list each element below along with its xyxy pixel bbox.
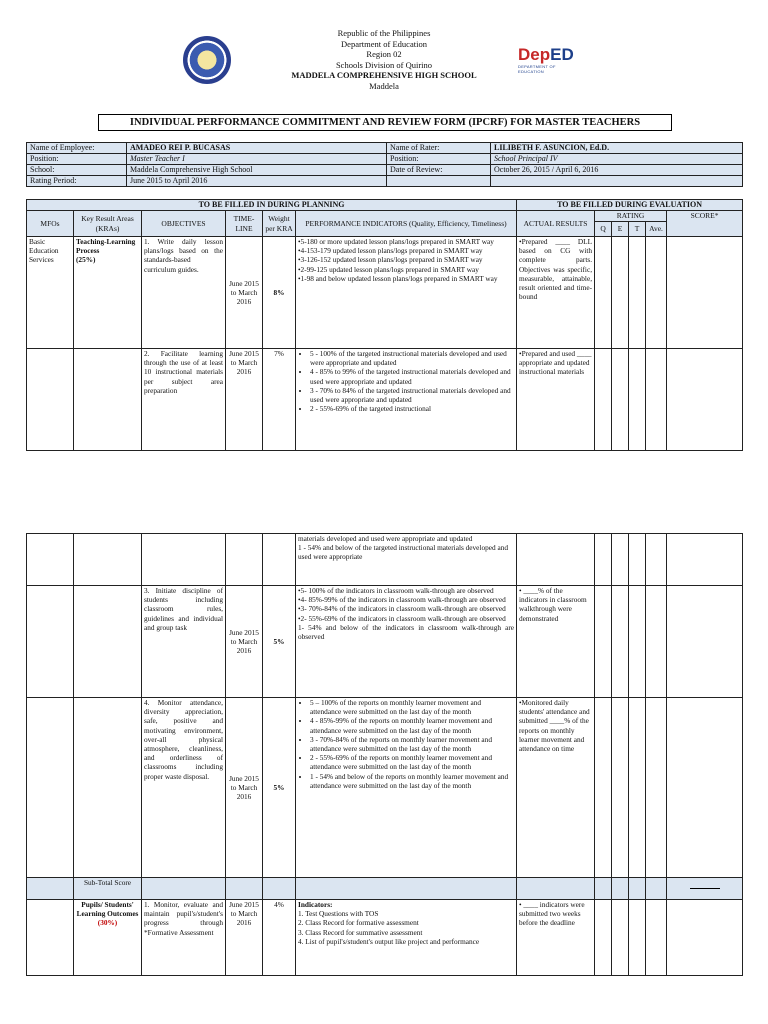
header-line: Republic of the Philippines: [337, 28, 431, 38]
table-cell: ACTUAL RESULTS: [517, 211, 595, 237]
table-cell: 5%: [263, 698, 296, 878]
table-cell: 4. Monitor attendance, diversity appreciation, safe, positive and motivating environment, over-all physical atmosphere, cleanliness, and orderliness of classrooms including proper waste disposal.: [142, 698, 226, 878]
table-cell: [595, 900, 612, 976]
table-cell: Position:: [27, 154, 127, 165]
table-cell: [74, 698, 142, 878]
indicator-item: • 3 - 70%-84% of the reports on monthly learner movement and attendance were submitted on the last day of the month: [310, 735, 514, 753]
table-cell: •Monitored daily students' attendance and submitted ____% of the reports on monthly learner movement and attendance on time: [517, 698, 595, 878]
table-cell: [646, 878, 667, 900]
indicator-item: • 2 - 55%-69% of the targeted instructional: [310, 404, 514, 413]
table-cell: [517, 878, 595, 900]
table-cell: [74, 586, 142, 698]
table-cell: Name of Rater:: [387, 143, 491, 154]
table-cell: T: [629, 222, 646, 237]
table-cell: [612, 878, 629, 900]
table-cell: [263, 534, 296, 586]
table-cell: [142, 878, 226, 900]
table-cell: OBJECTIVES: [142, 211, 226, 237]
indicator-item: •4- 85%-99% of the indicators in classroom walk-through are observed: [298, 595, 506, 605]
table-cell: 7%: [263, 349, 296, 451]
table-cell: 1. Write daily lesson plans/logs based on the standards-based curriculum guides.: [142, 237, 226, 349]
table-cell: [667, 237, 743, 349]
letterhead: [0, 28, 768, 91]
table-cell: October 26, 2015 / April 6, 2016: [491, 165, 743, 176]
table-cell: PERFORMANCE INDICATORS (Quality, Efficiency, Timeliness): [296, 211, 517, 237]
table-cell: School:: [27, 165, 127, 176]
indicator-item: •1-98 and below updated lesson plans/logs prepared in SMART way: [298, 273, 498, 283]
subtotal-row: [27, 878, 743, 900]
header-line: Schools Division of Quirino: [335, 59, 433, 70]
table-cell: Ave.: [646, 222, 667, 237]
indicator-item: •2-99-125 updated lesson plans/logs prepared in SMART way: [298, 264, 479, 274]
table-cell: [667, 349, 743, 451]
table-cell: [296, 878, 517, 900]
table-cell: [74, 534, 142, 586]
table-cell: 3. Initiate discipline of students including classroom rules, guidelines and individual and group task: [142, 586, 226, 698]
header-row: [27, 211, 743, 222]
indicator-item: •2- 55%-69% of the indicators in classroom walk-through are observed: [298, 613, 506, 623]
table-cell: Sub-Total Score: [74, 878, 142, 900]
table-cell: • ____ indicators were submitted two weeks before the deadline: [517, 900, 595, 976]
indicator-item: • 3 - 70% to 84% of the targeted instructional materials developed and used were appropriate and updated: [310, 386, 514, 404]
table-cell: [595, 349, 612, 451]
table-cell: [629, 534, 646, 586]
table-cell: [667, 900, 743, 976]
table-cell: [491, 176, 743, 187]
employee-name: AMADEO REI P. BUCASAS: [127, 143, 387, 154]
indicator-item: • 5 - 100% of the targeted instructional materials developed and used were appropriate and updated: [310, 349, 514, 367]
table-cell: TO BE FILLED IN DURING PLANNING: [27, 200, 517, 211]
ipcrf-table: [26, 199, 743, 451]
table-row: [27, 237, 743, 349]
indicator-item: 1- 54% and below of the indicators in classroom walk-through are observed: [298, 622, 514, 642]
table-cell: [667, 878, 743, 900]
table-cell: [74, 349, 142, 451]
indicator-item: 3. Class Record for summative assessment: [298, 927, 423, 937]
table-cell: [27, 586, 74, 698]
town-name: Maddela: [369, 80, 399, 91]
deped-logo: DepED DEPARTMENT OF EDUCATION: [518, 45, 574, 74]
indicator-item: •5-180 or more updated lesson plans/logs prepared in SMART way: [298, 237, 494, 246]
table-cell: Date of Review:: [387, 165, 491, 176]
table-cell: [595, 534, 612, 586]
rater-name: LILIBETH F. ASUNCION, Ed.D.: [491, 143, 743, 154]
table-cell: [263, 878, 296, 900]
table-cell: [612, 534, 629, 586]
table-cell: TIME-LINE: [226, 211, 263, 237]
employee-info-table: [26, 142, 743, 187]
table-cell: [296, 586, 517, 698]
table-cell: 5%: [263, 586, 296, 698]
table-cell: [646, 586, 667, 698]
table-cell: Pupils/ Students' Learning Outcomes (30%): [74, 900, 142, 976]
table-cell: [612, 237, 629, 349]
indicator-item: •3- 70%-84% of the indicators in classroom walk-through are observed: [298, 604, 506, 614]
table-cell: School Principal IV: [491, 154, 743, 165]
table-row: [27, 534, 743, 586]
table-cell: [612, 900, 629, 976]
table-cell: [646, 349, 667, 451]
table-cell: [27, 349, 74, 451]
table-cell: [646, 698, 667, 878]
table-cell: [629, 900, 646, 976]
table-row: [27, 698, 743, 878]
table-cell: June 2015 to April 2016: [127, 176, 387, 187]
indicator-item: • 5 – 100% of the reports on monthly learner movement and attendance were submitted on the last day of the month: [310, 698, 514, 716]
table-cell: June 2015 to March 2016: [226, 237, 263, 349]
table-cell: E: [612, 222, 629, 237]
table-cell: June 2015 to March 2016: [226, 586, 263, 698]
table-cell: •Prepared ____ DLL based on CG with complete parts. Objectives was specific, measurable, attainable, result oriented and time-bound: [517, 237, 595, 349]
table-cell: Master Teacher I: [127, 154, 387, 165]
table-cell: [646, 534, 667, 586]
table-cell: Basic Education Services: [27, 237, 74, 349]
table-cell: 2. Facilitate learning through the use of at least 10 instructional materials per subject area preparation: [142, 349, 226, 451]
table-row: [27, 900, 743, 976]
table-cell: 4%: [263, 900, 296, 976]
table-cell: • ____% of the indicators in classroom walkthrough were demonstrated: [517, 586, 595, 698]
table-cell: Position:: [387, 154, 491, 165]
table-cell: [296, 534, 517, 586]
table-cell: [629, 878, 646, 900]
table-cell: RATING: [595, 211, 667, 222]
table-cell: Teaching-Learning Process (25%): [74, 237, 142, 349]
table-cell: [595, 586, 612, 698]
indicator-item: •3-126-152 updated lesson plans/logs prepared in SMART way: [298, 255, 483, 265]
table-cell: [646, 237, 667, 349]
table-cell: June 2015 to March 2016: [226, 900, 263, 976]
indicator-item: • 2 - 55%-69% of the reports on monthly learner movement and attendance were submitted on the last day of the month: [310, 753, 514, 771]
table-cell: [296, 698, 517, 878]
table-cell: [296, 237, 517, 349]
table-cell: [595, 237, 612, 349]
table-cell: [667, 698, 743, 878]
table-cell: [27, 878, 74, 900]
table-cell: [629, 586, 646, 698]
table-cell: [629, 698, 646, 878]
table-cell: [595, 878, 612, 900]
table-cell: TO BE FILLED DURING EVALUATION: [517, 200, 743, 211]
table-cell: [226, 878, 263, 900]
table-cell: SCORE*: [667, 211, 743, 237]
table-cell: [612, 698, 629, 878]
table-cell: June 2015 to March 2016: [226, 349, 263, 451]
indicator-item: materials developed and used were appropriate and updated: [298, 534, 473, 543]
table-cell: Weight per KRA: [263, 211, 296, 237]
table-cell: Name of Employee:: [27, 143, 127, 154]
table-cell: Maddela Comprehensive High School: [127, 165, 387, 176]
table-cell: [629, 349, 646, 451]
table-row: [27, 586, 743, 698]
table-row: [27, 349, 743, 451]
indicator-item: 1. Test Questions with TOS: [298, 909, 379, 919]
table-cell: [629, 237, 646, 349]
table-cell: [27, 900, 74, 976]
table-cell: [296, 349, 517, 451]
form-title: INDIVIDUAL PERFORMANCE COMMITMENT AND REVIEW FORM (IPCRF) FOR MASTER TEACHERS: [98, 114, 672, 131]
table-cell: [595, 698, 612, 878]
table-cell: [27, 698, 74, 878]
table-cell: Indicators: 1. Test Questions with TOS 2. Class Record for formative assessment 3. Class Record for summative assessment 4. List of pupil's/student's output like project and performance: [296, 900, 517, 976]
table-cell: 8%: [263, 237, 296, 349]
table-cell: [612, 586, 629, 698]
header-line: Region 02: [366, 49, 402, 59]
indicator-item: • 4 - 85% to 99% of the targeted instructional materials developed and used were appropriate and updated: [310, 367, 514, 385]
table-cell: Key Result Areas (KRAs): [74, 211, 142, 237]
table-cell: [646, 900, 667, 976]
table-cell: [27, 534, 74, 586]
table-cell: [612, 349, 629, 451]
table-cell: [226, 534, 263, 586]
indicator-item: 2. Class Record for formative assessment: [298, 918, 419, 928]
table-cell: [667, 534, 743, 586]
table-cell: 1. Monitor, evaluate and maintain pupil's/student's progress through *Formative Assessment: [142, 900, 226, 976]
indicator-item: 1 - 54% and below of the targeted instructional materials developed and used were appropriate: [298, 543, 508, 562]
header-line: Department of Education: [341, 38, 427, 49]
indicator-item: • 1 - 54% and below of the reports on monthly learner movement and attendance were submitted on the last day of the month: [310, 772, 514, 790]
indicator-item: •5- 100% of the indicators in classroom walk-through are observed: [298, 586, 494, 595]
table-cell: Q: [595, 222, 612, 237]
table-cell: June 2015 to March 2016: [226, 698, 263, 878]
table-cell: [142, 534, 226, 586]
school-name: MADDELA COMPREHENSIVE HIGH SCHOOL: [291, 70, 477, 80]
table-cell: •Prepared and used ____ appropriate and updated instructional materials: [517, 349, 595, 451]
table-cell: MFOs: [27, 211, 74, 237]
indicator-item: 4. List of pupil's/student's output like project and performance: [298, 936, 480, 946]
band-row: [27, 200, 743, 211]
table-cell: Rating Period:: [27, 176, 127, 187]
ipcrf-table-continued: [26, 533, 743, 976]
table-cell: [667, 586, 743, 698]
indicator-item: • 4 - 85%-99% of the reports on monthly learner movement and attendance were submitted on the last day of the month: [310, 716, 514, 734]
indicator-item: •4-153-179 updated lesson plans/logs prepared in SMART way: [298, 246, 483, 256]
table-cell: [517, 534, 595, 586]
table-cell: [387, 176, 491, 187]
